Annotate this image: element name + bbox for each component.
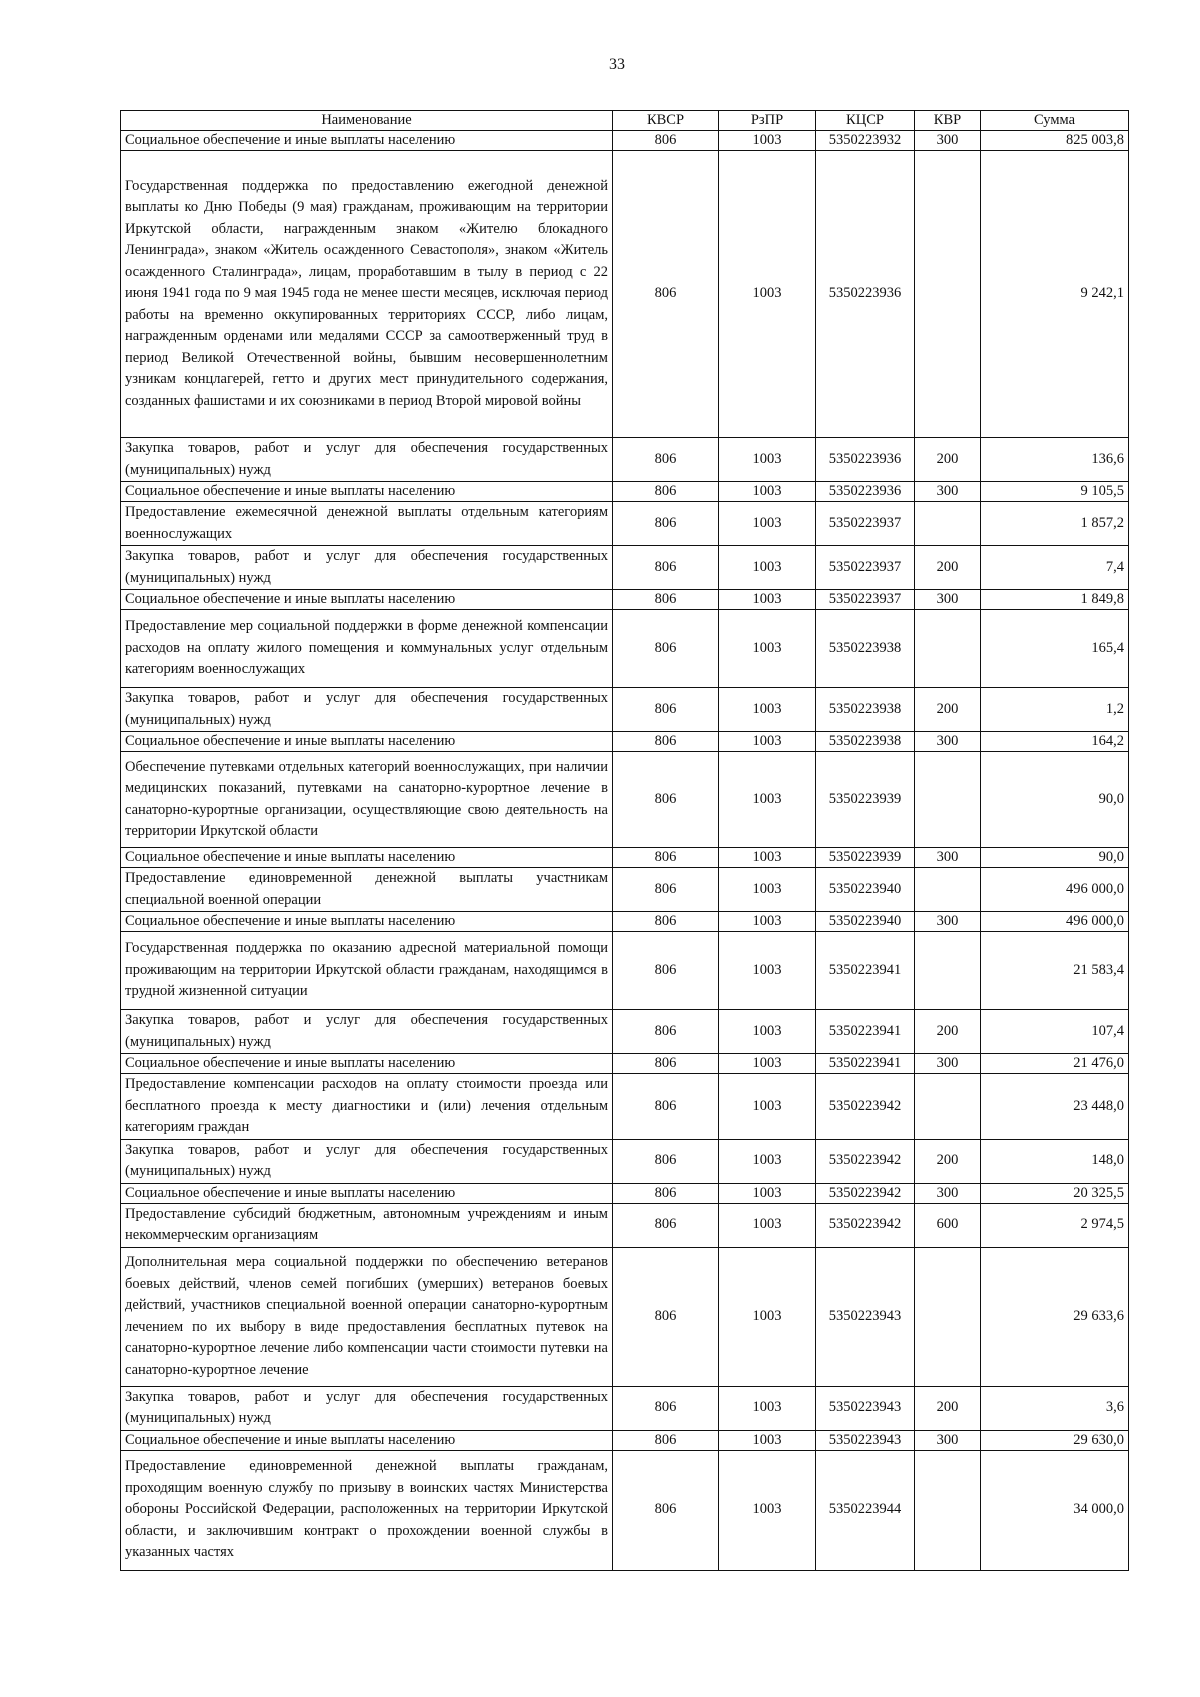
header-kvsr: КВСР xyxy=(613,111,719,131)
cell-kvsr: 806 xyxy=(613,590,719,610)
cell-kvsr: 806 xyxy=(613,1203,719,1247)
cell-kvr: 300 xyxy=(915,848,981,868)
table-row xyxy=(121,1247,1129,1386)
cell-name: Социальное обеспечение и иные выплаты населению xyxy=(121,848,613,868)
cell-sum: 164,2 xyxy=(981,732,1129,752)
cell-kvsr: 806 xyxy=(613,1386,719,1430)
cell-rzpr: 1003 xyxy=(719,610,816,688)
cell-kvsr: 806 xyxy=(613,131,719,151)
table-row xyxy=(121,438,1129,482)
cell-kvr: 200 xyxy=(915,546,981,590)
cell-kcsr: 5350223937 xyxy=(816,502,915,546)
cell-sum: 496 000,0 xyxy=(981,912,1129,932)
cell-rzpr: 1003 xyxy=(719,848,816,868)
cell-kcsr: 5350223939 xyxy=(816,752,915,848)
cell-kvsr: 806 xyxy=(613,912,719,932)
cell-rzpr: 1003 xyxy=(719,546,816,590)
cell-name: Государственная поддержка по оказанию адресной материальной помощи проживающим на территории Иркутской области гражданам, находящимся в трудной жизненной ситуации xyxy=(121,932,613,1010)
cell-kvsr: 806 xyxy=(613,482,719,502)
cell-kvsr: 806 xyxy=(613,868,719,912)
table-row xyxy=(121,1386,1129,1430)
cell-kcsr: 5350223936 xyxy=(816,438,915,482)
budget-table xyxy=(120,110,1129,1571)
cell-rzpr: 1003 xyxy=(719,688,816,732)
cell-kvr xyxy=(915,868,981,912)
cell-sum: 34 000,0 xyxy=(981,1450,1129,1570)
cell-sum: 1 857,2 xyxy=(981,502,1129,546)
cell-sum: 23 448,0 xyxy=(981,1074,1129,1140)
cell-kcsr: 5350223937 xyxy=(816,590,915,610)
table-row xyxy=(121,546,1129,590)
cell-kcsr: 5350223941 xyxy=(816,1010,915,1054)
cell-name: Закупка товаров, работ и услуг для обеспечения государственных (муниципальных) нужд xyxy=(121,1386,613,1430)
cell-kvr xyxy=(915,610,981,688)
cell-kcsr: 5350223936 xyxy=(816,151,915,438)
cell-kvsr: 806 xyxy=(613,1430,719,1450)
cell-kcsr: 5350223943 xyxy=(816,1386,915,1430)
cell-kvsr: 806 xyxy=(613,546,719,590)
cell-kcsr: 5350223943 xyxy=(816,1430,915,1450)
header-kvr: КВР xyxy=(915,111,981,131)
header-rzpr: РзПР xyxy=(719,111,816,131)
cell-name: Государственная поддержка по предоставлению ежегодной денежной выплаты ко Дню Победы (9 мая) гражданам, проживающим на территории Иркутской области, награжденным знаком «Жителю блокадного Ленинграда», знаком «Житель осажденного Севастополя», знаком «Житель осажденного Сталинграда», лицам, проработавшим в тылу в период с 22 июня 1941 года по 9 мая 1945 года не менее шести месяцев, исключая период работы на временно оккупированных территориях СССР, либо лицам, награжденным орденами или медалями СССР за самоотверженный труд в период Великой Отечественной войны, бывшим несовершеннолетним узникам концлагерей, гетто и других мест принудительного содержания, созданных фашистами и их союзниками в период Второй мировой войны xyxy=(121,151,613,438)
cell-sum: 90,0 xyxy=(981,848,1129,868)
cell-kvsr: 806 xyxy=(613,1010,719,1054)
cell-kcsr: 5350223941 xyxy=(816,932,915,1010)
table-row xyxy=(121,688,1129,732)
cell-kvsr: 806 xyxy=(613,1054,719,1074)
table-row xyxy=(121,1139,1129,1183)
cell-kvr xyxy=(915,752,981,848)
cell-rzpr: 1003 xyxy=(719,932,816,1010)
cell-rzpr: 1003 xyxy=(719,1010,816,1054)
cell-rzpr: 1003 xyxy=(719,1247,816,1386)
cell-rzpr: 1003 xyxy=(719,482,816,502)
table-row xyxy=(121,732,1129,752)
table-row xyxy=(121,868,1129,912)
cell-name: Предоставление единовременной денежной выплаты гражданам, проходящим военную службу по призыву в воинских частях Министерства обороны Российской Федерации, расположенных на территории Иркутской области, и заключившим контракт о прохождении военной службы в указанных частях xyxy=(121,1450,613,1570)
cell-kvsr: 806 xyxy=(613,1183,719,1203)
table-header-row xyxy=(121,111,1129,131)
cell-sum: 29 633,6 xyxy=(981,1247,1129,1386)
cell-name: Предоставление компенсации расходов на оплату стоимости проезда или бесплатного проезда к месту диагностики и (или) лечения отдельным категориям граждан xyxy=(121,1074,613,1140)
header-name: Наименование xyxy=(121,111,613,131)
table-row xyxy=(121,1203,1129,1247)
cell-kvsr: 806 xyxy=(613,732,719,752)
cell-kcsr: 5350223936 xyxy=(816,482,915,502)
cell-sum: 21 476,0 xyxy=(981,1054,1129,1074)
cell-kvr: 300 xyxy=(915,482,981,502)
cell-kvsr: 806 xyxy=(613,932,719,1010)
cell-kvr: 200 xyxy=(915,1010,981,1054)
cell-kvsr: 806 xyxy=(613,610,719,688)
cell-kcsr: 5350223938 xyxy=(816,610,915,688)
header-sum: Сумма xyxy=(981,111,1129,131)
table-row xyxy=(121,932,1129,1010)
cell-kcsr: 5350223938 xyxy=(816,688,915,732)
cell-rzpr: 1003 xyxy=(719,1450,816,1570)
table-row xyxy=(121,848,1129,868)
cell-rzpr: 1003 xyxy=(719,1203,816,1247)
table-row xyxy=(121,752,1129,848)
cell-kvsr: 806 xyxy=(613,1247,719,1386)
table-row xyxy=(121,1010,1129,1054)
cell-sum: 29 630,0 xyxy=(981,1430,1129,1450)
cell-kvsr: 806 xyxy=(613,1450,719,1570)
cell-sum: 1 849,8 xyxy=(981,590,1129,610)
cell-kvsr: 806 xyxy=(613,688,719,732)
cell-sum: 136,6 xyxy=(981,438,1129,482)
cell-kcsr: 5350223943 xyxy=(816,1247,915,1386)
cell-name: Социальное обеспечение и иные выплаты населению xyxy=(121,1183,613,1203)
cell-name: Закупка товаров, работ и услуг для обеспечения государственных (муниципальных) нужд xyxy=(121,1139,613,1183)
cell-kvsr: 806 xyxy=(613,1139,719,1183)
table-row xyxy=(121,912,1129,932)
cell-kvr xyxy=(915,932,981,1010)
cell-rzpr: 1003 xyxy=(719,1183,816,1203)
table-row xyxy=(121,590,1129,610)
table-row xyxy=(121,610,1129,688)
cell-kvr xyxy=(915,1074,981,1140)
cell-kvsr: 806 xyxy=(613,1074,719,1140)
cell-rzpr: 1003 xyxy=(719,151,816,438)
cell-sum: 2 974,5 xyxy=(981,1203,1129,1247)
cell-rzpr: 1003 xyxy=(719,1074,816,1140)
cell-name: Социальное обеспечение и иные выплаты населению xyxy=(121,590,613,610)
cell-rzpr: 1003 xyxy=(719,438,816,482)
cell-name: Социальное обеспечение и иные выплаты населению xyxy=(121,732,613,752)
cell-sum: 3,6 xyxy=(981,1386,1129,1430)
cell-kvsr: 806 xyxy=(613,752,719,848)
cell-name: Предоставление ежемесячной денежной выплаты отдельным категориям военнослужащих xyxy=(121,502,613,546)
cell-kcsr: 5350223942 xyxy=(816,1203,915,1247)
header-kcsr: КЦСР xyxy=(816,111,915,131)
cell-rzpr: 1003 xyxy=(719,752,816,848)
cell-kvr: 300 xyxy=(915,1054,981,1074)
cell-sum: 20 325,5 xyxy=(981,1183,1129,1203)
cell-kvr: 300 xyxy=(915,590,981,610)
cell-kcsr: 5350223932 xyxy=(816,131,915,151)
table-row xyxy=(121,1450,1129,1570)
cell-rzpr: 1003 xyxy=(719,502,816,546)
cell-name: Предоставление единовременной денежной выплаты участникам специальной военной операции xyxy=(121,868,613,912)
cell-rzpr: 1003 xyxy=(719,912,816,932)
cell-kcsr: 5350223944 xyxy=(816,1450,915,1570)
cell-kcsr: 5350223942 xyxy=(816,1183,915,1203)
cell-kvsr: 806 xyxy=(613,438,719,482)
cell-name: Закупка товаров, работ и услуг для обеспечения государственных (муниципальных) нужд xyxy=(121,688,613,732)
cell-kvr: 300 xyxy=(915,912,981,932)
cell-kvr: 300 xyxy=(915,1430,981,1450)
cell-kcsr: 5350223938 xyxy=(816,732,915,752)
cell-sum: 165,4 xyxy=(981,610,1129,688)
cell-name: Социальное обеспечение и иные выплаты населению xyxy=(121,1054,613,1074)
cell-kvr: 200 xyxy=(915,438,981,482)
table-row xyxy=(121,482,1129,502)
cell-sum: 9 105,5 xyxy=(981,482,1129,502)
cell-name: Обеспечение путевками отдельных категорий военнослужащих, при наличии медицинских показаний, путевками на санаторно-курортное лечение в санаторно-курортные организации, осуществляющие свою деятельность на территории Иркутской области xyxy=(121,752,613,848)
cell-kcsr: 5350223942 xyxy=(816,1139,915,1183)
table-row xyxy=(121,1054,1129,1074)
cell-kcsr: 5350223940 xyxy=(816,912,915,932)
cell-rzpr: 1003 xyxy=(719,1386,816,1430)
cell-kcsr: 5350223941 xyxy=(816,1054,915,1074)
cell-kvsr: 806 xyxy=(613,848,719,868)
table-row xyxy=(121,1183,1129,1203)
cell-rzpr: 1003 xyxy=(719,590,816,610)
table-row xyxy=(121,151,1129,438)
cell-name: Социальное обеспечение и иные выплаты населению xyxy=(121,1430,613,1450)
cell-sum: 496 000,0 xyxy=(981,868,1129,912)
cell-kcsr: 5350223939 xyxy=(816,848,915,868)
cell-sum: 7,4 xyxy=(981,546,1129,590)
cell-kvr: 200 xyxy=(915,688,981,732)
cell-name: Предоставление субсидий бюджетным, автономным учреждениям и иным некоммерческим организациям xyxy=(121,1203,613,1247)
cell-kvr: 300 xyxy=(915,732,981,752)
cell-kvr: 200 xyxy=(915,1139,981,1183)
cell-rzpr: 1003 xyxy=(719,868,816,912)
cell-kvr: 600 xyxy=(915,1203,981,1247)
cell-kvr: 300 xyxy=(915,131,981,151)
cell-name: Социальное обеспечение и иные выплаты населению xyxy=(121,912,613,932)
cell-kcsr: 5350223940 xyxy=(816,868,915,912)
cell-sum: 90,0 xyxy=(981,752,1129,848)
cell-kcsr: 5350223942 xyxy=(816,1074,915,1140)
table-row xyxy=(121,1074,1129,1140)
table-row xyxy=(121,502,1129,546)
cell-kvsr: 806 xyxy=(613,151,719,438)
cell-rzpr: 1003 xyxy=(719,1139,816,1183)
cell-name: Социальное обеспечение и иные выплаты населению xyxy=(121,131,613,151)
cell-name: Закупка товаров, работ и услуг для обеспечения государственных (муниципальных) нужд xyxy=(121,546,613,590)
cell-kvr: 200 xyxy=(915,1386,981,1430)
cell-kvr xyxy=(915,151,981,438)
cell-name: Закупка товаров, работ и услуг для обеспечения государственных (муниципальных) нужд xyxy=(121,438,613,482)
cell-kvr xyxy=(915,1450,981,1570)
cell-name: Закупка товаров, работ и услуг для обеспечения государственных (муниципальных) нужд xyxy=(121,1010,613,1054)
cell-rzpr: 1003 xyxy=(719,732,816,752)
cell-name: Предоставление мер социальной поддержки в форме денежной компенсации расходов на оплату жилого помещения и коммунальных услуг отдельным категориям военнослужащих xyxy=(121,610,613,688)
cell-kvr xyxy=(915,1247,981,1386)
cell-rzpr: 1003 xyxy=(719,1430,816,1450)
cell-sum: 21 583,4 xyxy=(981,932,1129,1010)
page-number: 33 xyxy=(609,56,625,73)
cell-sum: 825 003,8 xyxy=(981,131,1129,151)
cell-kvr xyxy=(915,502,981,546)
cell-name: Дополнительная мера социальной поддержки по обеспечению ветеранов боевых действий, членов семей погибших (умерших) ветеранов боевых действий, участников специальной военной операции санаторно-курортным лечением по их выбору в виде предоставления бесплатных путевок на санаторно-курортное лечение либо компенсации части стоимости путевки на санаторно-курортное лечение xyxy=(121,1247,613,1386)
cell-kvsr: 806 xyxy=(613,502,719,546)
cell-kvr: 300 xyxy=(915,1183,981,1203)
cell-sum: 9 242,1 xyxy=(981,151,1129,438)
cell-rzpr: 1003 xyxy=(719,131,816,151)
cell-name: Социальное обеспечение и иные выплаты населению xyxy=(121,482,613,502)
cell-sum: 1,2 xyxy=(981,688,1129,732)
cell-kcsr: 5350223937 xyxy=(816,546,915,590)
table-row xyxy=(121,1430,1129,1450)
cell-sum: 107,4 xyxy=(981,1010,1129,1054)
cell-sum: 148,0 xyxy=(981,1139,1129,1183)
table-row xyxy=(121,131,1129,151)
cell-rzpr: 1003 xyxy=(719,1054,816,1074)
